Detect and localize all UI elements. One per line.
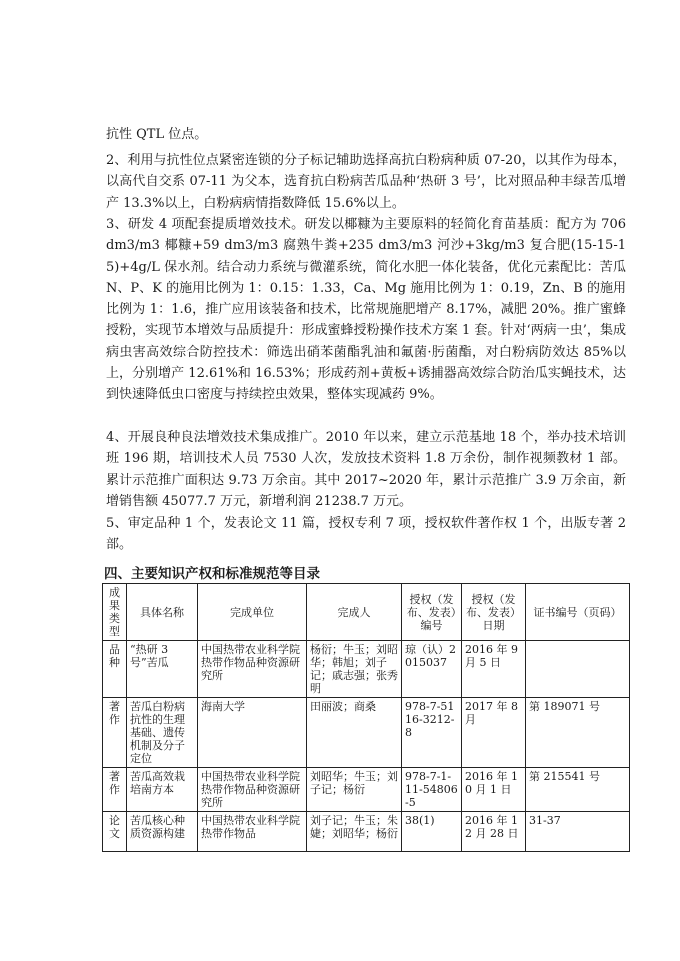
cell-date: 2017 年 8 月 <box>462 698 526 768</box>
cell-unit: 中国热带农业科学院热带作物品种资源研究所 <box>198 768 307 812</box>
table-row <box>103 812 630 852</box>
cell-certificate: 第 189071 号 <box>526 698 630 768</box>
cell-type: 著作 <box>103 768 127 812</box>
cell-type: 品种 <box>103 641 127 698</box>
cell-date: 2016 年 12 月 28 日 <box>462 812 526 852</box>
paragraph-breeding: 2、利用与抗性位点紧密连锁的分子标记辅助选择高抗白粉病种质 07-20，以其作为母本，以高代自交系 07-11 为父本，选育抗白粉病苦瓜品种‘热研 3 号’，比对照品种丰绿苦瓜增产 13.3%以上，白粉病病情指数降低 15.6%以上。 <box>106 153 626 211</box>
cell-people: 刘子记；牛玉；朱婕；刘昭华；杨衍 <box>307 812 402 852</box>
cell-type: 论文 <box>103 812 127 852</box>
cell-date: 2016 年 10 月 1 日 <box>462 768 526 812</box>
cell-people: 刘昭华；牛玉；刘子记；杨衍 <box>307 768 402 812</box>
cell-unit: 中国热带农业科学院热带作物品 <box>198 812 307 852</box>
cell-unit: 中国热带农业科学院热带作物品种资源研究所 <box>198 641 307 698</box>
cell-date: 2016 年 9 月 5 日 <box>462 641 526 698</box>
cell-name: 苦瓜白粉病抗性的生理基础、遗传机制及分子定位 <box>127 698 198 768</box>
cell-people: 田丽波；商桑 <box>307 698 402 768</box>
header-number: 授权（发布、发表）编号 <box>402 584 462 641</box>
ip-table <box>102 583 630 852</box>
cell-certificate: 31-37 <box>526 812 630 852</box>
table-row <box>103 768 630 812</box>
cell-number: 978-7-1-11-54806-5 <box>402 768 462 812</box>
cell-name: “热研 3 号”苦瓜 <box>127 641 198 698</box>
header-date: 授权（发布、发表）日期 <box>462 584 526 641</box>
cell-certificate <box>526 641 630 698</box>
paragraph-promotion: 4、开展良种良法增效技术集成推广。2010 年以来，建立示范基地 18 个，举办技术培训班 196 期，培训技术人员 7530 人次，发放技术资料 1.8 万余份，制作视频教材 1 部。累计示范推广面积达 9.73 万余亩。其中 2017~2020 年，累计示范推广 3.9 万余亩，新增销售额 45077.7 万元，新增利润 21238.7 万元。 <box>106 430 626 509</box>
table-row <box>103 641 630 698</box>
cell-number: 38(1) <box>402 812 462 852</box>
cell-name: 苦瓜核心种质资源构建 <box>127 812 198 852</box>
header-unit: 完成单位 <box>198 584 307 641</box>
paragraph-techniques: 3、研发 4 项配套提质增效技术。研发以椰糠为主要原料的轻简化育苗基质：配方为 706 dm3/m3 椰糠+59 dm3/m3 腐熟牛粪+235 dm3/m3 河沙+3kg/m3 复合肥(15-15-15)+4g/L 保水剂。结合动力系统与微灌系统，简化水肥一体化装备，优化元素配比：苦瓜 N、P、K 的施用比例为 1：0.15：1.33，Ca、Mg 施用比例为 1：0.19，Zn、B 的施用比例为 1：1.6，推广应用该装备和技术，比常规施肥增产 8.17%，减肥 20%。推广蜜蜂授粉，实现节本增效与品质提升：形成蜜蜂授粉操作技术方案 1 套。针对‘两病一虫’，集成病虫害高效综合防控技术：筛选出硝苯菌酯乳油和氟菌·肟菌酯，对白粉病防效达 85%以上，分别增产 12.61%和 16.53%；形成药剂+黄板+诱捕器高效综合防治瓜实蝇技术，达到快速降低虫口密度与持续控虫效果，整体实现减药 9%。 <box>106 217 626 403</box>
cell-certificate: 第 215541 号 <box>526 768 630 812</box>
header-certificate: 证书编号（页码） <box>526 584 630 641</box>
header-name: 具体名称 <box>127 584 198 641</box>
cell-people: 杨衍；牛玉；刘昭华；韩旭；刘子记；戚志强；张秀明 <box>307 641 402 698</box>
cell-type: 著作 <box>103 698 127 768</box>
header-type: 成果类型 <box>103 584 127 641</box>
table-header-row <box>103 584 630 641</box>
paragraph-outputs: 5、审定品种 1 个，发表论文 11 篇，授权专利 7 项，授权软件著作权 1 个，出版专著 2 部。 <box>106 516 626 553</box>
section-heading: 四、主要知识产权和标准规范等目录 <box>104 566 320 582</box>
cell-number: 978-7-5116-3212-8 <box>402 698 462 768</box>
table-row <box>103 698 630 768</box>
cell-name: 苦瓜高效栽培南方本 <box>127 768 198 812</box>
cell-unit: 海南大学 <box>198 698 307 768</box>
cell-number: 琼（认）2015037 <box>402 641 462 698</box>
header-people: 完成人 <box>307 584 402 641</box>
paragraph-qtl: 抗性 QTL 位点。 <box>106 127 208 142</box>
